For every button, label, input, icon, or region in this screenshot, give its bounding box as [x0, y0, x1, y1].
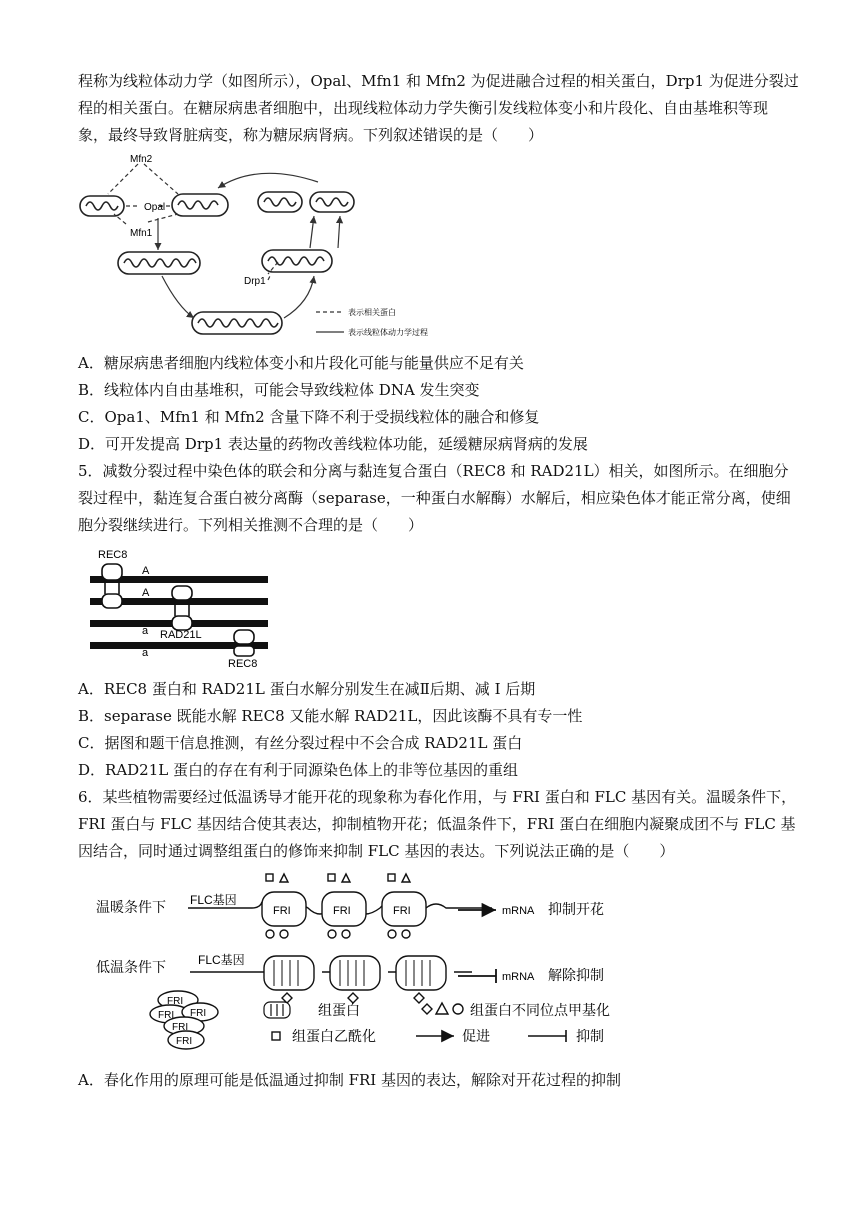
- histone-legend-icon: [264, 1002, 290, 1018]
- allele-a-2: a: [142, 647, 149, 659]
- q6-line-3: 因结合，同时通过调整组蛋白的修饰来抑制 FLC 基因的表达。下列说法正确的是（ ）: [78, 842, 675, 860]
- mitochondria-dynamics-figure: [78, 152, 458, 344]
- acetyl-mark-3: [388, 874, 395, 881]
- fri-label-3: FRI: [393, 905, 411, 917]
- cohesin-figure: [88, 546, 278, 670]
- acetyl-legend-icon: [272, 1032, 280, 1040]
- q5-option-a: A．REC8 蛋白和 RAD21L 蛋白水解分别发生在减Ⅱ后期、减 I 后期: [78, 680, 536, 698]
- q5-option-b: B．separase 既能水解 REC8 又能水解 RAD21L，因此该酶不具有专一性: [78, 707, 583, 725]
- cluster-fri-1: FRI: [167, 996, 184, 1007]
- q4-intro-line-2: 程的相关蛋白。在糖尿病患者细胞中，出现线粒体动力学失衡引发线粒体变小和片段化、自由基堆积等现: [78, 99, 769, 117]
- cluster-fri-5: FRI: [176, 1036, 193, 1047]
- q6-line-2: FRI 蛋白与 FLC 基因结合使其表达，抑制植物开花；低温条件下，FRI 蛋白在细胞内凝聚成团不与 FLC 基: [78, 815, 796, 833]
- cluster-fri-3: FRI: [190, 1008, 207, 1019]
- cluster-fri-2: FRI: [158, 1010, 175, 1021]
- q4-option-b: B．线粒体内自由基堆积，可能会导致线粒体 DNA 发生突变: [78, 381, 480, 399]
- warm-result-label: 抑制开花: [548, 901, 604, 917]
- rec8-bottom-protein: [234, 630, 254, 644]
- cold-condition-label: 低温条件下: [96, 959, 166, 975]
- rec8-top-protein: [102, 564, 122, 580]
- drp1-label: Drp1: [244, 276, 266, 287]
- rec8-top-label: REC8: [98, 549, 128, 561]
- legend-acetyl-label: 组蛋白乙酰化: [292, 1028, 376, 1044]
- nucleosome-cold-2: [330, 956, 380, 990]
- q4-intro-line-1: 程称为线粒体动力学（如图所示），Opal、Mfn1 和 Mfn2 为促进融合过程的相关蛋白，Drp1 为促进分裂过: [78, 72, 799, 90]
- legend-solid-label: 表示线粒体动力学过程: [348, 328, 428, 337]
- flc-gene-label-cold: FLC基因: [198, 953, 245, 967]
- q5-line-1: 5．减数分裂过程中染色体的联会和分离与黏连复合蛋白（REC8 和 RAD21L）相关，如图所示。在细胞分: [78, 462, 789, 480]
- q6-line-1: 6．某些植物需要经过低温诱导才能开花的现象称为春化作用，与 FRI 蛋白和 FLC 基因有关。温暖条件下，: [78, 788, 797, 806]
- warm-condition-label: 温暖条件下: [96, 899, 166, 915]
- allele-a-1: a: [142, 625, 149, 637]
- allele-A-1: A: [142, 565, 150, 577]
- legend-promote-label: 促进: [462, 1028, 490, 1044]
- q4-option-a: A．糖尿病患者细胞内线粒体变小和片段化可能与能量供应不足有关: [78, 354, 524, 372]
- mrna-label-warm: mRNA: [502, 905, 535, 917]
- q4-option-d: D．可开发提高 Drp1 表达量的药物改善线粒体功能，延缓糖尿病肾病的发展: [78, 435, 588, 453]
- legend-methyl-label: 组蛋白不同位点甲基化: [470, 1002, 610, 1018]
- mfn2-label: Mfn2: [130, 154, 153, 165]
- methyl-mark-1: [280, 874, 288, 882]
- q5-line-2: 裂过程中，黏连复合蛋白被分离酶（separase，一种蛋白水解酶）水解后，相应染色体才能正常分离，使细: [78, 489, 791, 507]
- circle-mark-1: [266, 930, 274, 938]
- cluster-fri-4: FRI: [172, 1022, 189, 1033]
- rad21l-protein: [172, 586, 192, 600]
- q6-option-a: A．春化作用的原理可能是低温通过抑制 FRI 基因的表达，解除对开花过程的抑制: [78, 1071, 621, 1089]
- acetyl-mark-2: [328, 874, 335, 881]
- legend-inhibit-label: 抑制: [576, 1028, 604, 1044]
- fri-label-2: FRI: [333, 905, 351, 917]
- nucleosome-cold-3: [396, 956, 446, 990]
- cold-result-label: 解除抑制: [548, 967, 604, 983]
- legend-histone-label: 组蛋白: [318, 1002, 360, 1018]
- mrna-label-cold: mRNA: [502, 971, 535, 983]
- methyl-mark-2: [342, 874, 350, 882]
- mitochondrion-shape: [80, 192, 354, 334]
- q4-intro-line-3: 象，最终导致肾脏病变，称为糖尿病肾病。下列叙述错误的是（ ）: [78, 126, 544, 144]
- mfn1-label: Mfn1: [130, 228, 153, 239]
- q5-line-3: 胞分裂继续进行。下列相关推测不合理的是（ ）: [78, 516, 424, 534]
- rec8-bottom-label: REC8: [228, 658, 258, 670]
- rad21l-label: RAD21L: [160, 629, 202, 641]
- methyl-mark-3: [402, 874, 410, 882]
- q5-option-c: C．据图和题干信息推测，有丝分裂过程中不会合成 RAD21L 蛋白: [78, 734, 523, 752]
- flc-gene-label-warm: FLC基因: [190, 893, 237, 907]
- opal-label: Opal: [144, 202, 166, 213]
- methyl-legend-icon: [422, 1003, 463, 1014]
- vernalization-figure: [92, 868, 652, 1054]
- nucleosome-cold-1: [264, 956, 314, 990]
- q5-option-d: D．RAD21L 蛋白的存在有利于同源染色体上的非等位基因的重组: [78, 761, 518, 779]
- acetyl-mark-1: [266, 874, 273, 881]
- allele-A-2: A: [142, 587, 150, 599]
- legend-dashed-label: 表示相关蛋白: [348, 308, 396, 317]
- q4-option-c: C．Opa1、Mfn1 和 Mfn2 含量下降不利于受损线粒体的融合和修复: [78, 408, 540, 426]
- fri-label-1: FRI: [273, 905, 291, 917]
